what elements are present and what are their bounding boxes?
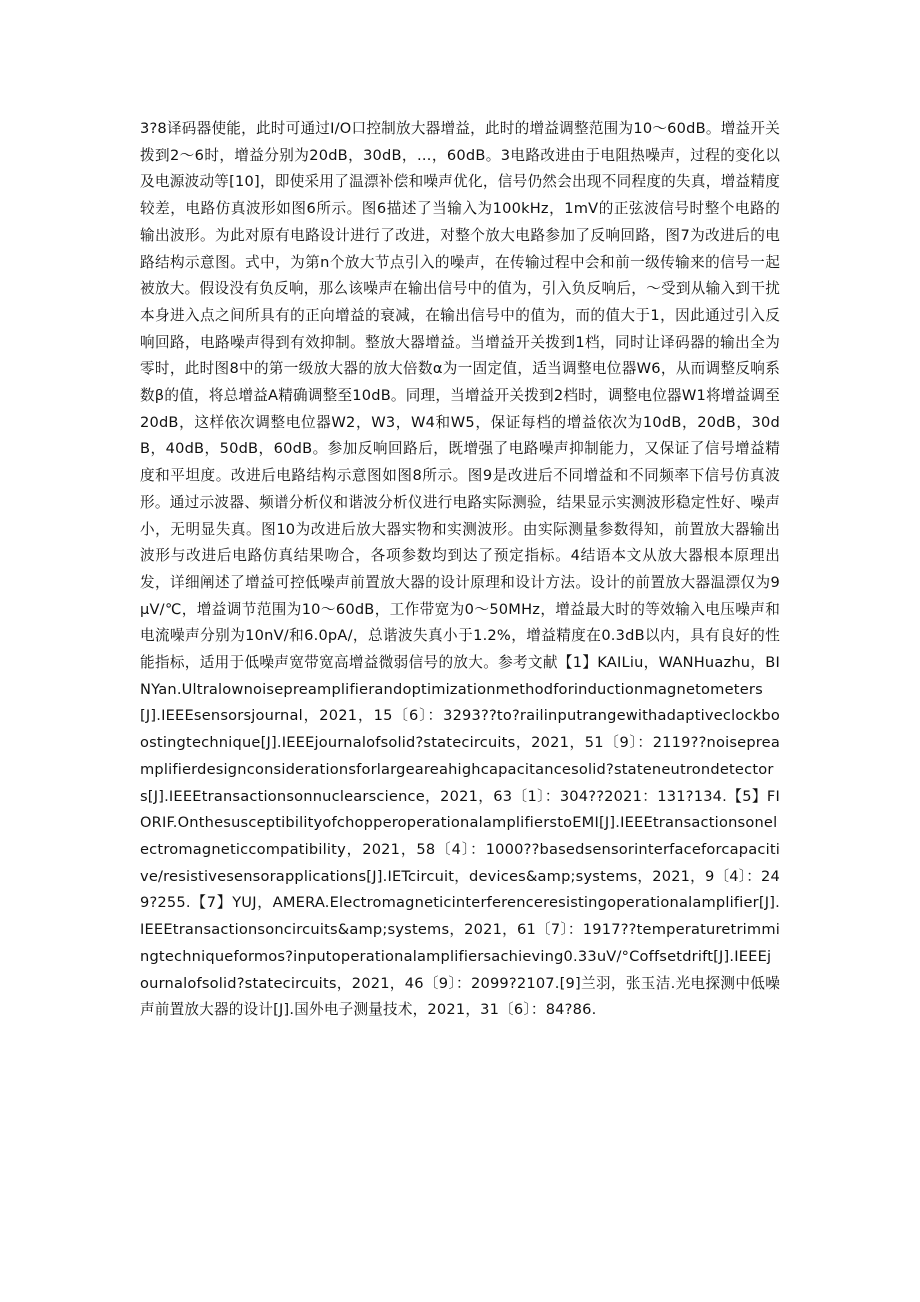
document-page [140, 116, 780, 1024]
body-paragraph: 3?8译码器使能，此时可通过I/O口控制放大器增益，此时的增益调整范围为10～60dB。增益开关拨到2～6时，增益分别为20dB，30dB，…，60dB。3电路改进由于电阻热噪声，过程的变化以及电源波动等[10]，即使采用了温漂补偿和噪声优化，信号仍然会出现不同程度的失真，增益精度较差，电路仿真波形如图6所示。图6描述了当输入为100kHz，1mV的正弦波信号时整个电路的输出波形。为此对原有电路设计进行了改进，对整个放大电路参加了反响回路，图7为改进后的电路结构示意图。式中，为第n个放大节点引入的噪声，在传输过程中会和前一级传输来的信号一起被放大。假设没有负反响，那么该噪声在输出信号中的值为，引入负反响后，～受到从输入到干扰本身进入点之间所具有的正向增益的衰减，在输出信号中的值为，而的值大于1，因此通过引入反响回路，电路噪声得到有效抑制。整放大器增益。当增益开关拨到1档，同时让译码器的输出全为零时，此时图8中的第一级放大器的放大倍数α为一固定值，适当调整电位器W6，从而调整反响系数β的值，将总增益A精确调整至10dB。同理，当增益开关拨到2档时，调整电位器W1将增益调至20dB，这样依次调整电位器W2，W3，W4和W5，保证每档的增益依次为10dB，20dB，30dB，40dB，50dB，60dB。参加反响回路后，既增强了电路噪声抑制能力，又保证了信号增益精度和平坦度。改进后电路结构示意图如图8所示。图9是改进后不同增益和不同频率下信号仿真波形。通过示波器、频谱分析仪和谐波分析仪进行电路实际测验，结果显示实测波形稳定性好、噪声小，无明显失真。图10为改进后放大器实物和实测波形。由实际测量参数得知，前置放大器输出波形与改进后电路仿真结果吻合，各项参数均到达了预定指标。4结语本文从放大器根本原理出发，详细阐述了增益可控低噪声前置放大器的设计原理和设计方法。设计的前置放大器温漂仅为9μV/℃，增益调节范围为10～60dB，工作带宽为0～50MHz，增益最大时的等效输入电压噪声和电流噪声分别为10nV/和6.0pA/，总谐波失真小于1.2%，增益精度在0.3dB以内，具有良好的性能指标，适用于低噪声宽带宽高增益微弱信号的放大。参考文献【1】KAILiu，WANHuazhu，BINYan.Ultralownoisepreamplifierandoptimizationmethodforinductionmagnetometers[J].IEEEsensorsjournal，2021，15〔6〕：3293??to?railinputrangewithadaptiveclockboostingtechnique[J].IEEEjournalofsolid?statecircuits，2021，51〔9〕：2119??noisepreamplifierdesignconsiderationsforlargeareahighcapacitancesolid?stateneutrondetectors[J].IEEEtransactionsonnuclearscience，2021，63〔1〕：304??2021：131?134.【5】FIORIF.OnthesusceptibilityofchopperoperationalamplifierstoEMI[J].IEEEtransactionsonelectromagneticcompatibility，2021，58〔4〕：1000??basedsensorinterfaceforcapacitive/resistivesensorapplications[J].IETcircuit，devices&amp;systems，2021，9〔4〕：249?255.【7】YUJ，AMERA.Electromagneticinterferenceresistingoperationalamplifier[J].IEEEtransactionsoncircuits&amp;systems，2021，61〔7〕：1917??temperaturetrimmingtechniqueformos?inputoperationalamplifiersachieving0.33uV/°Coffsetdrift[J].IEEEjournalofsolid?statecircuits，2021，46〔9〕：2099?2107.[9]兰羽，张玉洁.光电探测中低噪声前置放大器的设计[J].国外电子测量技术，2021，31〔6〕：84?86. [140, 120, 780, 1019]
